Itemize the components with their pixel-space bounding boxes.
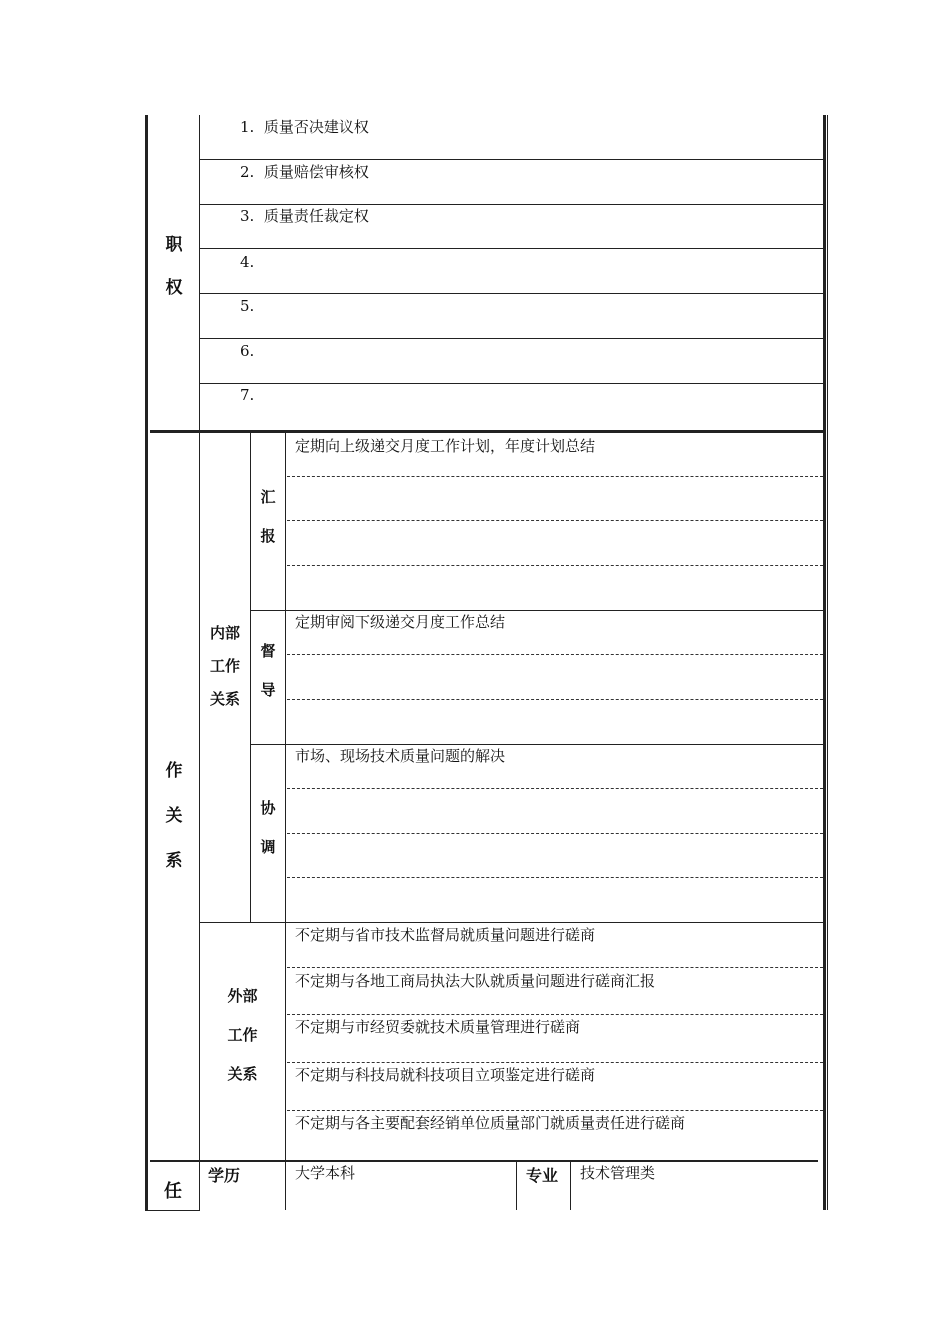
coordinate-dashed-line — [287, 788, 823, 789]
supervise-label — [251, 640, 285, 700]
authority-item-number: 3. — [240, 207, 255, 225]
internal-row-divider — [250, 610, 823, 611]
education-value: 大学本科 — [295, 1164, 356, 1182]
external-item: 不定期与各地工商局执法大队就质量问题进行磋商汇报 — [295, 972, 656, 990]
coordinate-text: 市场、现场技术质量问题的解决 — [295, 747, 506, 765]
external-item: 不定期与市经贸委就技术质量管理进行磋商 — [295, 1018, 581, 1036]
qualification-top-border — [150, 1160, 818, 1162]
authority-item — [240, 207, 369, 225]
relations-section-label — [160, 756, 188, 871]
authority-item-number: 4. — [240, 253, 255, 271]
authority-item-text: 质量否决建议权 — [263, 118, 369, 136]
frame-left-border — [145, 115, 148, 1210]
external-relations-label — [200, 985, 285, 1084]
authority-row-divider — [199, 159, 823, 160]
frame-right-border — [823, 115, 826, 1210]
relations-label-char-3: 系 — [165, 851, 183, 871]
supervise-dashed-line — [287, 699, 823, 700]
authority-row-divider — [199, 338, 823, 339]
report-dashed-line — [287, 565, 823, 566]
external-label-line: 外部 — [227, 987, 258, 1005]
qualification-divider — [516, 1160, 517, 1210]
report-label-char: 汇 — [260, 488, 276, 506]
authority-item — [240, 297, 264, 315]
qualification-divider — [570, 1160, 571, 1210]
major-value: 技术管理类 — [580, 1164, 656, 1182]
coordinate-dashed-line — [287, 833, 823, 834]
authority-item — [240, 118, 369, 136]
authority-row-divider — [199, 204, 823, 205]
external-label-line: 关系 — [227, 1065, 258, 1083]
content-column-divider — [285, 433, 286, 1210]
external-item: 不定期与省市技术监督局就质量问题进行磋商 — [295, 926, 596, 944]
external-dashed-line — [287, 1110, 823, 1111]
internal-external-divider — [199, 922, 823, 923]
internal-label-line: 工作 — [209, 657, 240, 675]
frame-right-inner-border — [827, 115, 828, 1210]
authority-item-number: 5. — [240, 297, 255, 315]
external-dashed-line — [287, 1014, 823, 1015]
authority-item-text: 质量赔偿审核权 — [263, 163, 369, 181]
report-text: 定期向上级递交月度工作计划，年度计划总结 — [295, 437, 596, 455]
report-dashed-line — [287, 476, 823, 477]
external-item: 不定期与各主要配套经销单位质量部门就质量责任进行磋商 — [295, 1114, 686, 1132]
report-label-char: 报 — [260, 527, 276, 545]
authority-item — [240, 253, 264, 271]
relations-label-char-2: 关 — [165, 806, 183, 826]
report-dashed-line — [287, 520, 823, 521]
authority-label-char-1: 职 — [165, 235, 183, 255]
authority-row-divider — [199, 248, 823, 249]
supervise-text: 定期审阅下级递交月度工作总结 — [295, 613, 506, 631]
internal-label-line: 内部 — [209, 624, 240, 642]
external-label-line: 工作 — [227, 1026, 258, 1044]
authority-item-number: 7. — [240, 386, 255, 404]
internal-relations-label — [200, 622, 250, 709]
authority-row-divider — [199, 293, 823, 294]
authority-item-text: 质量责任裁定权 — [263, 207, 369, 225]
authority-item-number: 2. — [240, 163, 255, 181]
authority-section-label — [160, 230, 188, 298]
authority-row-divider — [199, 383, 823, 384]
supervise-label-char: 督 — [260, 642, 276, 660]
authority-item — [240, 386, 264, 404]
education-label: 学历 — [208, 1166, 241, 1185]
authority-item — [240, 342, 264, 360]
relations-label-char-1: 作 — [165, 761, 183, 781]
authority-item — [240, 163, 369, 181]
coordinate-label — [251, 797, 285, 857]
external-dashed-line — [287, 967, 823, 968]
authority-item-number: 6. — [240, 342, 255, 360]
qualification-row-label: 任 — [164, 1181, 182, 1202]
internal-row-divider — [250, 744, 823, 745]
qualification-bottom-border — [145, 1210, 200, 1211]
coordinate-label-char: 调 — [260, 838, 276, 856]
major-label: 专业 — [526, 1166, 559, 1185]
authority-item-number: 1. — [240, 118, 255, 136]
coordinate-dashed-line — [287, 877, 823, 878]
supervise-label-char: 导 — [260, 681, 276, 699]
internal-label-line: 关系 — [209, 690, 240, 708]
external-dashed-line — [287, 1062, 823, 1063]
supervise-dashed-line — [287, 654, 823, 655]
coordinate-label-char: 协 — [260, 799, 276, 817]
external-item: 不定期与科技局就科技项目立项鉴定进行磋商 — [295, 1066, 596, 1084]
authority-label-char-2: 权 — [165, 278, 183, 298]
report-label — [251, 486, 285, 546]
